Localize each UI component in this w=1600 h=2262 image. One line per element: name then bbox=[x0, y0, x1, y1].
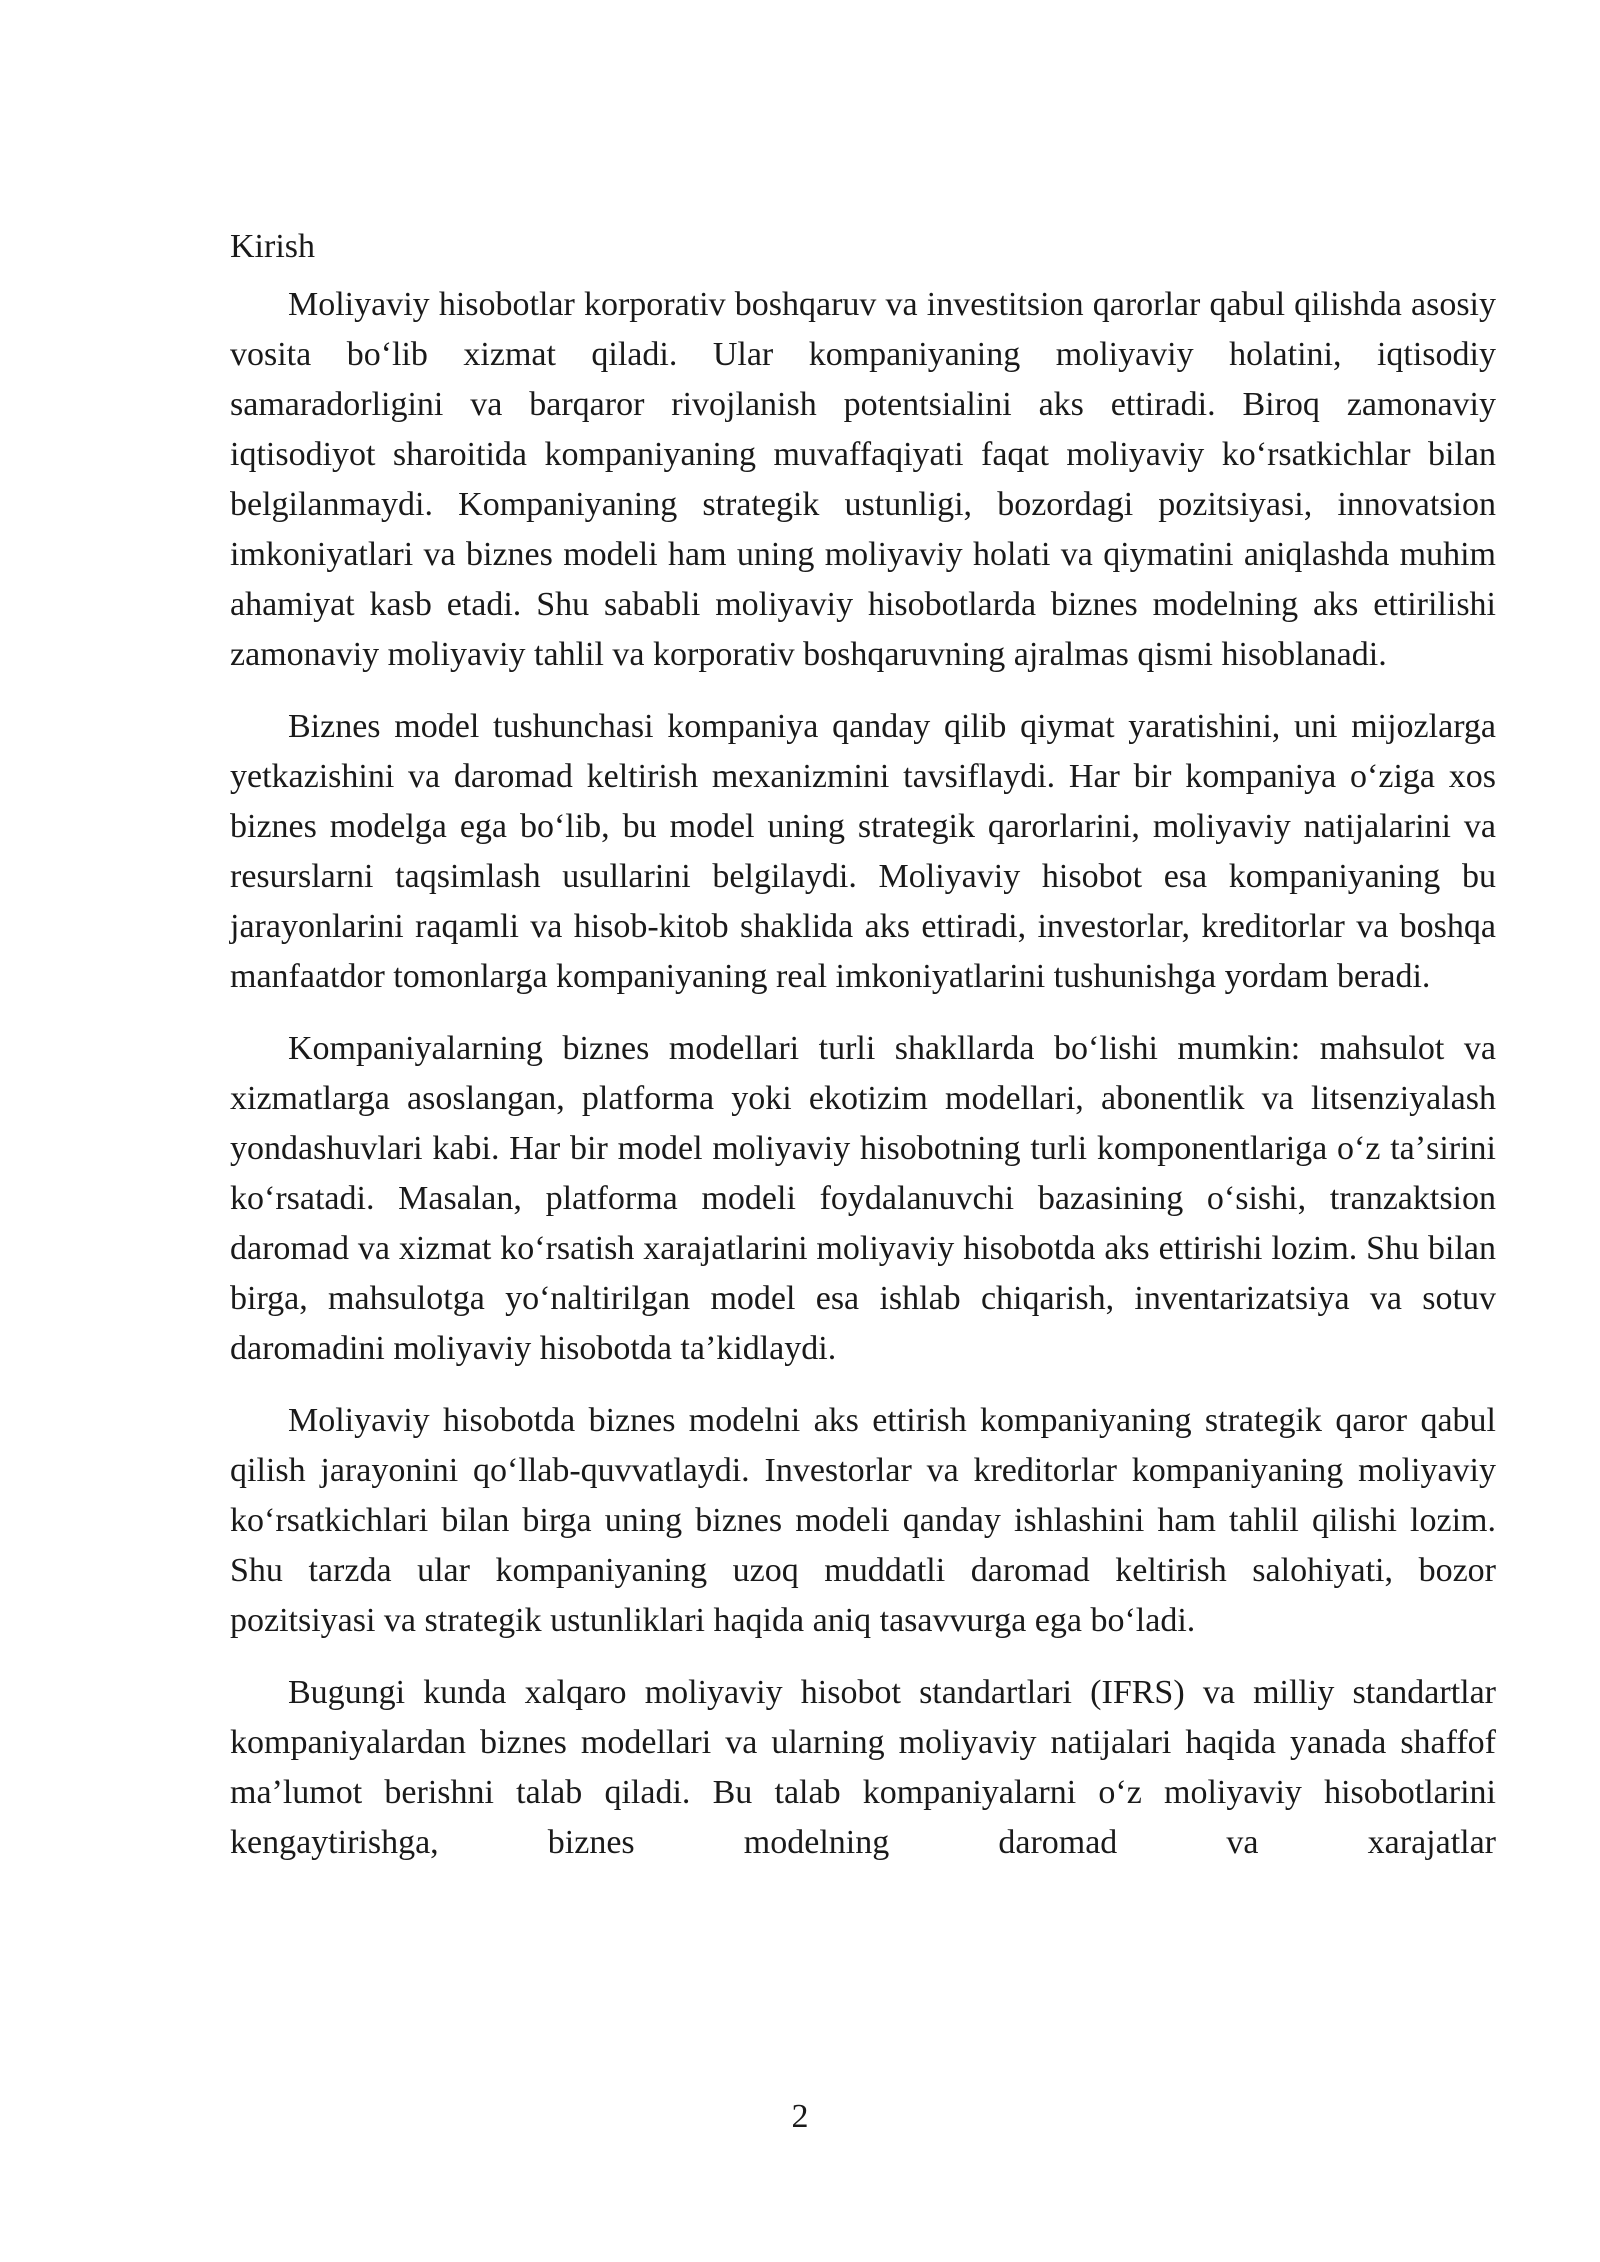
page-content bbox=[230, 222, 1496, 1868]
paragraph-2: Biznes model tushunchasi kompaniya qanday qilib qiymat yaratishini, uni mijozlarga yetkazishini va daromad keltirish mexanizmini tavsiflaydi. Har bir kompaniya oʻziga xos biznes modelga ega boʻlib, bu model uning strategik qarorlarini, moliyaviy natijalarini va resurslarni taqsimlash usullarini belgilaydi. Moliyaviy hisobot esa kompaniyaning bu jarayonlarini raqamli va hisob-kitob shaklida aks ettiradi, investorlar, kreditorlar va boshqa manfaatdor tomonlarga kompaniyaning real imkoniyatlarini tushunishga yordam beradi. bbox=[230, 708, 1496, 995]
paragraph-4: Moliyaviy hisobotda biznes modelni aks ettirish kompaniyaning strategik qaror qabul qilish jarayonini qoʻllab-quvvatlaydi. Investorlar va kreditorlar kompaniyaning moliyaviy koʻrsatkichlari bilan birga uning biznes modeli qanday ishlashini ham tahlil qilishi lozim. Shu tarzda ular kompaniyaning uzoq muddatli daromad keltirish salohiyati, bozor pozitsiyasi va strategik ustunliklari haqida aniq tasavvurga ega boʻladi. bbox=[230, 1402, 1496, 1639]
page-number: 2 bbox=[791, 2098, 809, 2135]
paragraph-3: Kompaniyalarning biznes modellari turli shakllarda boʻlishi mumkin: mahsulot va xizmatlarga asoslangan, platforma yoki ekotizim modellari, abonentlik va litsenziyalash yondashuvlari kabi. Har bir model moliyaviy hisobotning turli komponentlariga oʻz taʼsirini koʻrsatadi. Masalan, platforma modeli foydalanuvchi bazasining oʻsishi, tranzaktsion daromad va xizmat koʻrsatish xarajatlarini moliyaviy hisobotda aks ettirishi lozim. Shu bilan birga, mahsulotga yoʻnaltirilgan model esa ishlab chiqarish, inventarizatsiya va sotuv daromadini moliyaviy hisobotda taʼkidlaydi. bbox=[230, 1030, 1496, 1367]
section-heading: Kirish bbox=[230, 228, 315, 265]
paragraph-1: Moliyaviy hisobotlar korporativ boshqaruv va investitsion qarorlar qabul qilishda asosiy vosita boʻlib xizmat qiladi. Ular kompaniyaning moliyaviy holatini, iqtisodiy samaradorligini va barqaror rivojlanish potentsialini aks ettiradi. Biroq zamonaviy iqtisodiyot sharoitida kompaniyaning muvaffaqiyati faqat moliyaviy koʻrsatkichlar bilan belgilanmaydi. Kompaniyaning strategik ustunligi, bozordagi pozitsiyasi, innovatsion imkoniyatlari va biznes modeli ham uning moliyaviy holati va qiymatini aniqlashda muhim ahamiyat kasb etadi. Shu sababli moliyaviy hisobotlarda biznes modelning aks ettirilishi zamonaviy moliyaviy tahlil va korporativ boshqaruvning ajralmas qismi hisoblanadi. bbox=[230, 286, 1496, 673]
paragraph-5: Bugungi kunda xalqaro moliyaviy hisobot standartlari (IFRS) va milliy standartlar kompaniyalardan biznes modellari va ularning moliyaviy natijalari haqida yanada shaffof maʼlumot berishni talab qiladi. Bu talab kompaniyalarni oʻz moliyaviy hisobotlarini kengaytirishga, biznes modelning daromad va xarajatlar bbox=[230, 1674, 1496, 1861]
